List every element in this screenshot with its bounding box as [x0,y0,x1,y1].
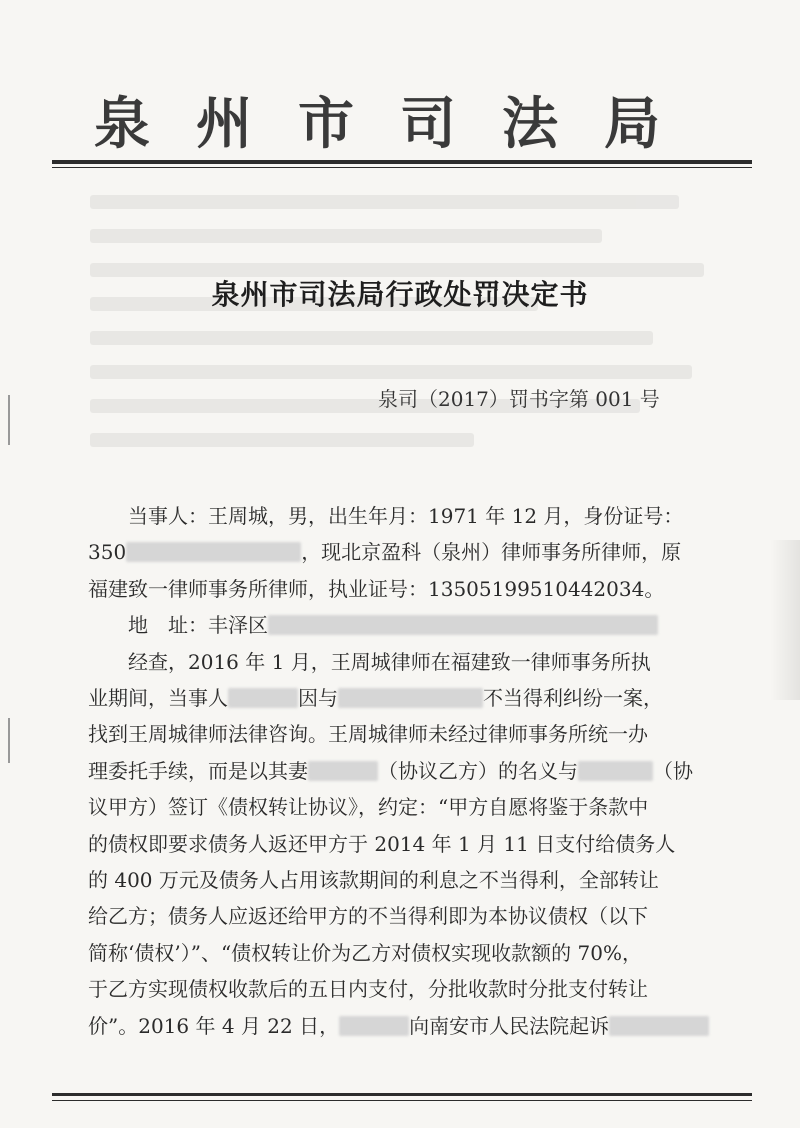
id-prefix: 350 [88,540,127,565]
findings-text: 业期间，当事人 [88,686,228,711]
redacted-name [308,761,378,781]
document-body [88,498,728,1044]
bleed-through-texture [90,175,730,505]
binding-mark [8,395,10,445]
findings-line-7: 的 400 万元及债务人占用该款期间的利息之不当得利，全部转让 [88,868,659,893]
redacted-name [609,1016,709,1036]
address-line [88,607,728,643]
redacted-id-number [126,542,301,562]
redacted-name [228,688,298,708]
findings-text: （协 [653,758,693,783]
footer-rule-thin [52,1100,752,1101]
redacted-address [268,615,658,635]
party-line-1: 当事人：王周城，男，出生年月：1971 年 12 月，身份证号： [128,504,684,528]
findings-line-2 [88,680,728,716]
address-value: 丰泽区 [208,613,268,638]
page-edge-shadow [770,540,800,700]
findings-text: 理委托手续，而是以其妻 [88,758,308,783]
party-line-2 [88,534,728,570]
redacted-name [339,1016,409,1036]
findings-line-5: 议甲方）签订《债权转让协议》，约定：“甲方自愿将鉴于条款中 [88,795,649,820]
document-title: 泉州市司法局行政处罚决定书 [211,278,589,311]
findings-line-4 [88,753,728,789]
findings-line-10: 于乙方实现债权收款后的五日内支付，分批收款时分批支付转让 [88,977,648,1002]
findings-text: 因与 [298,686,338,711]
findings-line-1: 经查，2016 年 1 月，王周城律师在福建致一律师事务所执 [128,649,651,674]
findings-line-9: 简称‘债权’）”、“债权转让价为乙方对债权实现收款额的 70%， [88,940,642,965]
binding-mark [8,718,10,763]
findings-line-6: 的债权即要求债务人返还甲方于 2014 年 1 月 11 日支付给债务人 [88,831,676,856]
findings-text: （协议乙方）的名义与 [378,758,578,783]
findings-line-11 [88,1008,728,1044]
redacted-name [578,761,653,781]
letterhead-rule-thin [52,167,752,168]
letterhead-title: 泉州市司法局 [94,91,706,157]
findings-text: 价”。2016 年 4 月 22 日， [88,1013,340,1038]
redacted-name [338,688,483,708]
findings-line-8: 给乙方；债务人应返还给甲方的不当得利即为本协议债权（以下 [88,904,648,929]
party-line-2-rest: ，现北京盈科（泉州）律师事务所律师，原 [301,540,682,565]
footer-rule-thick [52,1093,752,1096]
address-label: 地 址： [128,613,208,638]
document-number: 泉司（2017）罚书字第 001 号 [378,387,660,411]
letterhead-rule-thick [52,160,752,164]
findings-text: 不当得利纠纷一案， [483,686,663,711]
findings-line-3: 找到王周城律师法律咨询。王周城律师未经过律师事务所统一办 [88,722,648,747]
party-line-3: 福建致一律师事务所律师，执业证号：13505199510442034。 [88,576,665,601]
findings-text: 向南安市人民法院起诉 [409,1013,610,1038]
